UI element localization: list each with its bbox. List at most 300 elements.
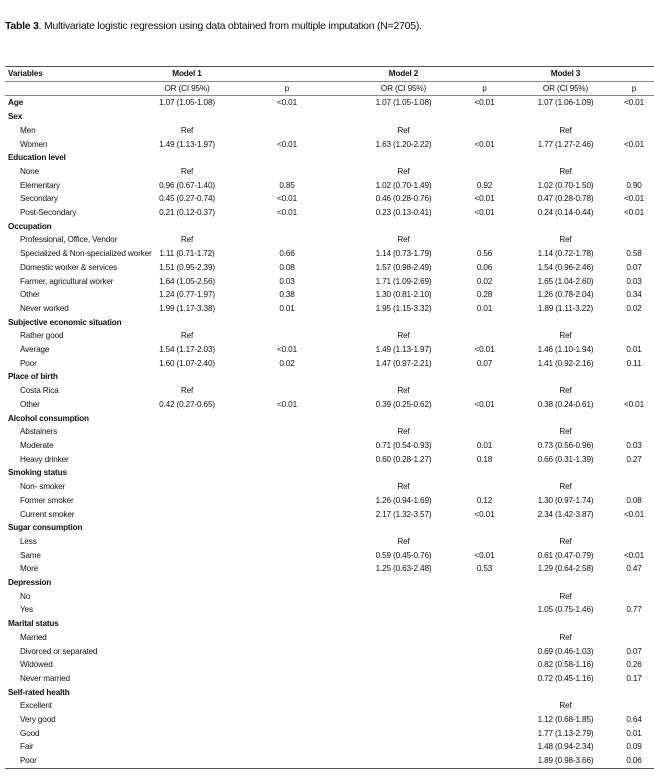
model3-or: 0.73 (0.56-0.96) (537, 440, 594, 450)
model3-or (517, 412, 614, 426)
row-label: Heavy drinker (20, 454, 69, 464)
model1-or: 0.42 (0.27-0.65) (159, 399, 215, 409)
model2-p (452, 576, 517, 590)
model3-p: 0.27 (626, 454, 642, 464)
row-label: Women (20, 139, 48, 149)
model3-or: 0.66 (0.31-1.39) (537, 454, 594, 464)
model1-p (219, 329, 355, 343)
model3-or: 0.82 (0.58-1.16) (537, 660, 594, 670)
model1-p: 0.02 (279, 358, 295, 368)
model2-or: 1.47 (0.97-2.21) (375, 358, 432, 368)
model2-or: 0.60 (0.28-1.27) (375, 454, 432, 464)
model2-or (355, 220, 452, 234)
model3-p: 0.64 (626, 715, 642, 725)
model1-or: 1.51 (0.95-2.39) (159, 262, 215, 272)
model1-p (219, 631, 355, 645)
model1-p (219, 494, 355, 508)
model2-or: 1.25 (0.63-2.48) (375, 564, 432, 574)
model2-or (355, 576, 452, 590)
model2-or: 1.49 (1.13-1.97) (375, 345, 432, 355)
category-row (5, 521, 654, 535)
row-label: Never worked (20, 303, 69, 313)
model3-p: 0.07 (626, 262, 642, 272)
model3-or: 1.29 (0.64-2.58) (537, 564, 594, 574)
row-label: Sex (8, 112, 23, 122)
model1-or (155, 631, 219, 645)
model2-p: 0.92 (476, 180, 493, 190)
model2-p (452, 521, 517, 535)
model2-p (452, 590, 517, 604)
model3-p (614, 590, 654, 604)
model1-or (155, 549, 219, 563)
model3-or: 1.41 (0.92-2.16) (537, 358, 594, 368)
table-row (5, 590, 654, 604)
model2-p (452, 754, 517, 768)
model2-p: 0.18 (476, 454, 493, 464)
table-row (5, 658, 654, 672)
model2-p (452, 727, 517, 741)
model1-or: Ref (180, 125, 194, 135)
model2-or (355, 754, 452, 768)
model1-or: 1.60 (1.07-2.40) (159, 358, 215, 368)
model3-or: 0.61 (0.47-0.79) (537, 550, 594, 560)
model3-or (517, 686, 614, 700)
model3-or: 1.54 (0.96-2.46) (537, 262, 594, 272)
model1-p (219, 165, 355, 179)
row-label: Same (20, 550, 41, 560)
model1-or (155, 220, 219, 234)
model1-or (155, 617, 219, 631)
model3-p (614, 617, 654, 631)
model2-or (355, 713, 452, 727)
model2-or: 1.57 (0.98-2.49) (375, 262, 432, 272)
header-m2-p: p (452, 81, 517, 96)
table-caption-text: . Multivariate logistic regression using data obtained from multiple imputation (N=2705). (38, 20, 422, 32)
row-label: Very good (20, 715, 56, 725)
model1-p (219, 740, 355, 754)
table-row (5, 494, 654, 508)
table-row (5, 384, 654, 398)
model2-p: <0.01 (474, 98, 495, 108)
row-label: More (20, 564, 39, 574)
model3-or: Ref (559, 125, 572, 135)
model2-p (452, 151, 517, 165)
row-label: Former smoker (20, 495, 74, 505)
row-label: Elementary (20, 180, 60, 190)
table-row (5, 699, 654, 713)
model3-or: Ref (559, 632, 572, 642)
model3-or: 1.26 (0.78-2.04) (537, 290, 594, 300)
model1-p: <0.01 (277, 139, 297, 149)
model2-p (452, 699, 517, 713)
header-m2-or: OR (CI 95%) (355, 81, 452, 96)
model2-or (355, 521, 452, 535)
model2-p: <0.01 (474, 399, 495, 409)
model1-p (219, 370, 355, 384)
model2-or (355, 466, 452, 480)
table-row (5, 740, 654, 754)
table-caption-label: Table 3 (5, 20, 39, 32)
table-row (5, 549, 654, 563)
model3-p: 0.09 (626, 742, 642, 752)
table-row (5, 179, 654, 193)
model1-p (219, 425, 355, 439)
model3-p (614, 631, 654, 645)
model1-p: 0.08 (279, 262, 295, 272)
model1-or: 1.99 (1.17-3.38) (159, 303, 215, 313)
model1-p (219, 590, 355, 604)
model2-p: 0.06 (476, 262, 493, 272)
header-m1-p: p (219, 81, 355, 96)
model1-or: 0.45 (0.27-0.74) (159, 194, 215, 204)
model2-or (355, 672, 452, 686)
table-row (5, 398, 654, 412)
header-model1: Model 1 (155, 67, 219, 82)
model2-or: 1.95 (1.15-3.32) (375, 303, 432, 313)
model3-or: Ref (559, 701, 572, 711)
model2-or: 1.71 (1.09-2.69) (375, 276, 432, 286)
model1-or: Ref (180, 166, 194, 176)
model1-p (219, 412, 355, 426)
model3-or: 1.46 (1.10-1.94) (537, 345, 594, 355)
model2-or (355, 151, 452, 165)
category-row (5, 412, 654, 426)
header-row-models (5, 67, 654, 82)
row-label: Yes (20, 605, 33, 615)
row-label: Place of birth (8, 372, 58, 382)
header-row-stats (5, 81, 654, 96)
model1-or: 1.11 (0.71-1.72) (159, 249, 215, 259)
model2-or: 0.46 (0.28-0.76) (375, 194, 432, 204)
model3-p: 0.77 (626, 605, 642, 615)
model3-p: 0.07 (626, 646, 642, 656)
model1-p: 0.38 (279, 290, 295, 300)
model2-p: 0.01 (476, 440, 493, 450)
model3-p: <0.01 (624, 139, 644, 149)
model1-p: <0.01 (277, 399, 297, 409)
row-label: Specialized & Non-specialized worker (20, 249, 152, 259)
model2-or: Ref (397, 536, 410, 546)
model1-p (219, 645, 355, 659)
model3-or: Ref (559, 482, 572, 492)
model3-p: <0.01 (624, 509, 644, 519)
model3-p (614, 425, 654, 439)
table-row (5, 439, 654, 453)
model2-p (452, 316, 517, 330)
model1-p (219, 480, 355, 494)
model3-or: Ref (559, 427, 572, 437)
model3-or: 0.69 (0.46-1.03) (537, 646, 594, 656)
model1-p (219, 384, 355, 398)
model1-p (219, 453, 355, 467)
model2-or (355, 658, 452, 672)
model1-p (219, 617, 355, 631)
model1-or: 1.07 (1.05-1.08) (159, 98, 215, 108)
model2-p: 0.02 (476, 276, 493, 286)
row-label: Abstainers (20, 427, 58, 437)
model2-p (452, 645, 517, 659)
row-label: Depression (8, 578, 52, 588)
table-row (5, 508, 654, 522)
model3-or: Ref (559, 235, 572, 245)
model3-p (614, 110, 654, 124)
model3-p (614, 384, 654, 398)
model2-or: Ref (397, 331, 410, 341)
model3-or (517, 220, 614, 234)
table-row (5, 192, 654, 206)
model3-p: 0.03 (626, 440, 642, 450)
row-label: No (20, 591, 31, 601)
row-label: Current smoker (20, 509, 75, 519)
model3-p (614, 151, 654, 165)
model1-or (155, 576, 219, 590)
model1-or: Ref (180, 235, 194, 245)
model2-p (452, 480, 517, 494)
header-m3-p: p (614, 81, 654, 96)
model3-or: Ref (559, 331, 572, 341)
model2-or (355, 727, 452, 741)
model3-p (614, 480, 654, 494)
row-label: Age (8, 98, 24, 108)
model2-or (355, 370, 452, 384)
model1-or: 1.49 (1.13-1.97) (159, 139, 215, 149)
table-row (5, 233, 654, 247)
category-row (5, 316, 654, 330)
model2-or: 1.63 (1.20-2.22) (375, 139, 432, 149)
model2-p (452, 617, 517, 631)
model3-p (614, 521, 654, 535)
category-row (5, 151, 654, 165)
model2-p: <0.01 (474, 208, 495, 218)
model1-or (155, 672, 219, 686)
model1-or (155, 370, 219, 384)
table-row (5, 288, 654, 302)
model3-p (614, 220, 654, 234)
row-label: Never married (20, 673, 70, 683)
table-row (5, 562, 654, 576)
model1-p (219, 754, 355, 768)
table-row (5, 535, 654, 549)
model2-p (452, 425, 517, 439)
model1-or (155, 316, 219, 330)
table-row (5, 603, 654, 617)
row-label: Fair (20, 742, 34, 752)
row-label: Divorced or separated (20, 646, 98, 656)
model1-or (155, 439, 219, 453)
model3-or: 1.05 (0.75-1.46) (537, 605, 594, 615)
model1-p (219, 672, 355, 686)
model3-p: 0.34 (626, 290, 642, 300)
header-m3-or: OR (CI 95%) (517, 81, 614, 96)
row-label: Good (20, 728, 40, 738)
model3-p (614, 165, 654, 179)
header-model3: Model 3 (517, 67, 614, 82)
model2-or: 1.02 (0.70-1.49) (375, 180, 432, 190)
table-row (5, 672, 654, 686)
model1-p (219, 233, 355, 247)
model2-p: 0.01 (476, 303, 493, 313)
table-row (5, 302, 654, 316)
row-label: Subjective economic situation (8, 317, 122, 327)
model3-p: 0.58 (626, 249, 642, 259)
model3-or: 0.47 (0.28-0.78) (537, 194, 594, 204)
model3-or: 1.65 (1.04-2.60) (537, 276, 594, 286)
model2-p (452, 535, 517, 549)
regression-table (5, 66, 654, 769)
table-row (5, 645, 654, 659)
model2-p (452, 220, 517, 234)
model3-or (517, 110, 614, 124)
row-label: Widowed (20, 660, 53, 670)
model2-p (452, 658, 517, 672)
table-row (5, 713, 654, 727)
model1-or (155, 110, 219, 124)
model1-or (155, 603, 219, 617)
model1-or (155, 699, 219, 713)
model2-or: 0.39 (0.25-0.62) (375, 399, 432, 409)
model1-or (155, 740, 219, 754)
category-row (5, 617, 654, 631)
model3-or: 1.77 (1.13-2.79) (537, 728, 594, 738)
table-row (5, 453, 654, 467)
table-row (5, 343, 654, 357)
row-label: Self-rated health (8, 687, 70, 697)
model1-p (219, 562, 355, 576)
model1-p (219, 686, 355, 700)
model2-or: 1.26 (0.94-1.69) (375, 495, 432, 505)
row-label: Occupation (8, 221, 52, 231)
header-variables: Variables (5, 67, 155, 82)
model1-p: 0.66 (279, 249, 295, 259)
model2-p (452, 672, 517, 686)
model1-p (219, 603, 355, 617)
row-label: Poor (5, 754, 155, 768)
row-label: Poor (20, 358, 37, 368)
model2-or: Ref (397, 125, 410, 135)
table-body (5, 96, 654, 768)
model3-or: 1.14 (0.72-1.78) (537, 249, 594, 259)
model2-p: 0.12 (476, 495, 493, 505)
model2-or: Ref (397, 482, 410, 492)
table-row (5, 727, 654, 741)
row-label: Sugar consumption (8, 523, 83, 533)
category-row (5, 576, 654, 590)
model1-p (219, 439, 355, 453)
model3-or: 1.12 (0.68-1.85) (537, 715, 594, 725)
model1-p (219, 220, 355, 234)
model2-or: Ref (397, 166, 410, 176)
row-label: Alcohol consumption (8, 413, 89, 423)
model3-p: 0.06 (614, 754, 654, 768)
model2-p (452, 740, 517, 754)
category-row (5, 96, 654, 110)
model2-p: <0.01 (474, 509, 495, 519)
table-row (5, 138, 654, 152)
model3-p: 0.11 (626, 358, 642, 368)
row-label: Excellent (20, 701, 52, 711)
row-label: Men (20, 125, 36, 135)
table-row (5, 165, 654, 179)
model2-p: <0.01 (474, 345, 495, 355)
model1-or (155, 412, 219, 426)
model1-p (219, 466, 355, 480)
model3-p: <0.01 (624, 208, 644, 218)
row-label: Other (20, 399, 40, 409)
row-label: Moderate (20, 440, 54, 450)
header-m1-or: OR (CI 95%) (155, 81, 219, 96)
model2-or (355, 412, 452, 426)
row-label: Education level (8, 153, 66, 163)
model1-or (155, 508, 219, 522)
row-label: Marital status (8, 619, 59, 629)
model2-or: Ref (397, 427, 410, 437)
model1-p (219, 699, 355, 713)
model1-or (155, 686, 219, 700)
model2-p: 0.56 (476, 249, 493, 259)
model3-p: 0.01 (626, 345, 642, 355)
model2-p (452, 631, 517, 645)
model2-p (452, 686, 517, 700)
model3-p (614, 233, 654, 247)
model3-or: 1.07 (1.06-1.09) (537, 98, 594, 108)
model1-p (219, 110, 355, 124)
model2-or (355, 617, 452, 631)
model3-p (614, 699, 654, 713)
model2-p: 0.53 (476, 564, 493, 574)
row-label: None (20, 166, 39, 176)
model3-or: 1.77 (1.27-2.46) (537, 139, 594, 149)
model2-p: <0.01 (474, 139, 495, 149)
model1-or: 1.24 (0.77-1.97) (159, 290, 215, 300)
model3-or (517, 370, 614, 384)
model3-p (614, 412, 654, 426)
table-row (5, 357, 654, 371)
model3-or (517, 466, 614, 480)
model2-p (452, 110, 517, 124)
table-row (5, 480, 654, 494)
model1-or: Ref (180, 331, 194, 341)
model2-or (355, 686, 452, 700)
model1-p: 0.85 (279, 180, 295, 190)
model2-or (355, 316, 452, 330)
row-label: Costa Rica (20, 386, 59, 396)
model1-or: 1.64 (1.05-2.56) (159, 276, 215, 286)
model2-or (355, 740, 452, 754)
model2-or: 0.71 (0.54-0.93) (375, 440, 432, 450)
row-label: Non- smoker (20, 482, 66, 492)
model3-p: <0.01 (624, 194, 644, 204)
model2-p (452, 370, 517, 384)
row-label: Farmer, agricultural worker (20, 276, 114, 286)
model2-or: 2.17 (1.32-3.57) (375, 509, 432, 519)
model2-or (355, 699, 452, 713)
model1-p: 0.01 (279, 303, 295, 313)
table-row (5, 329, 654, 343)
model2-or (355, 110, 452, 124)
model2-p (452, 412, 517, 426)
row-label: Average (20, 345, 50, 355)
model1-p (219, 521, 355, 535)
model2-or: 1.14 (0.73-1.79) (375, 249, 432, 259)
table-row (5, 425, 654, 439)
model1-p (219, 713, 355, 727)
model3-p: 0.17 (626, 673, 642, 683)
model3-or: 1.30 (0.97-1.74) (537, 495, 594, 505)
model3-p (614, 370, 654, 384)
model1-p: <0.01 (277, 98, 297, 108)
model1-or (155, 645, 219, 659)
model1-or (155, 535, 219, 549)
